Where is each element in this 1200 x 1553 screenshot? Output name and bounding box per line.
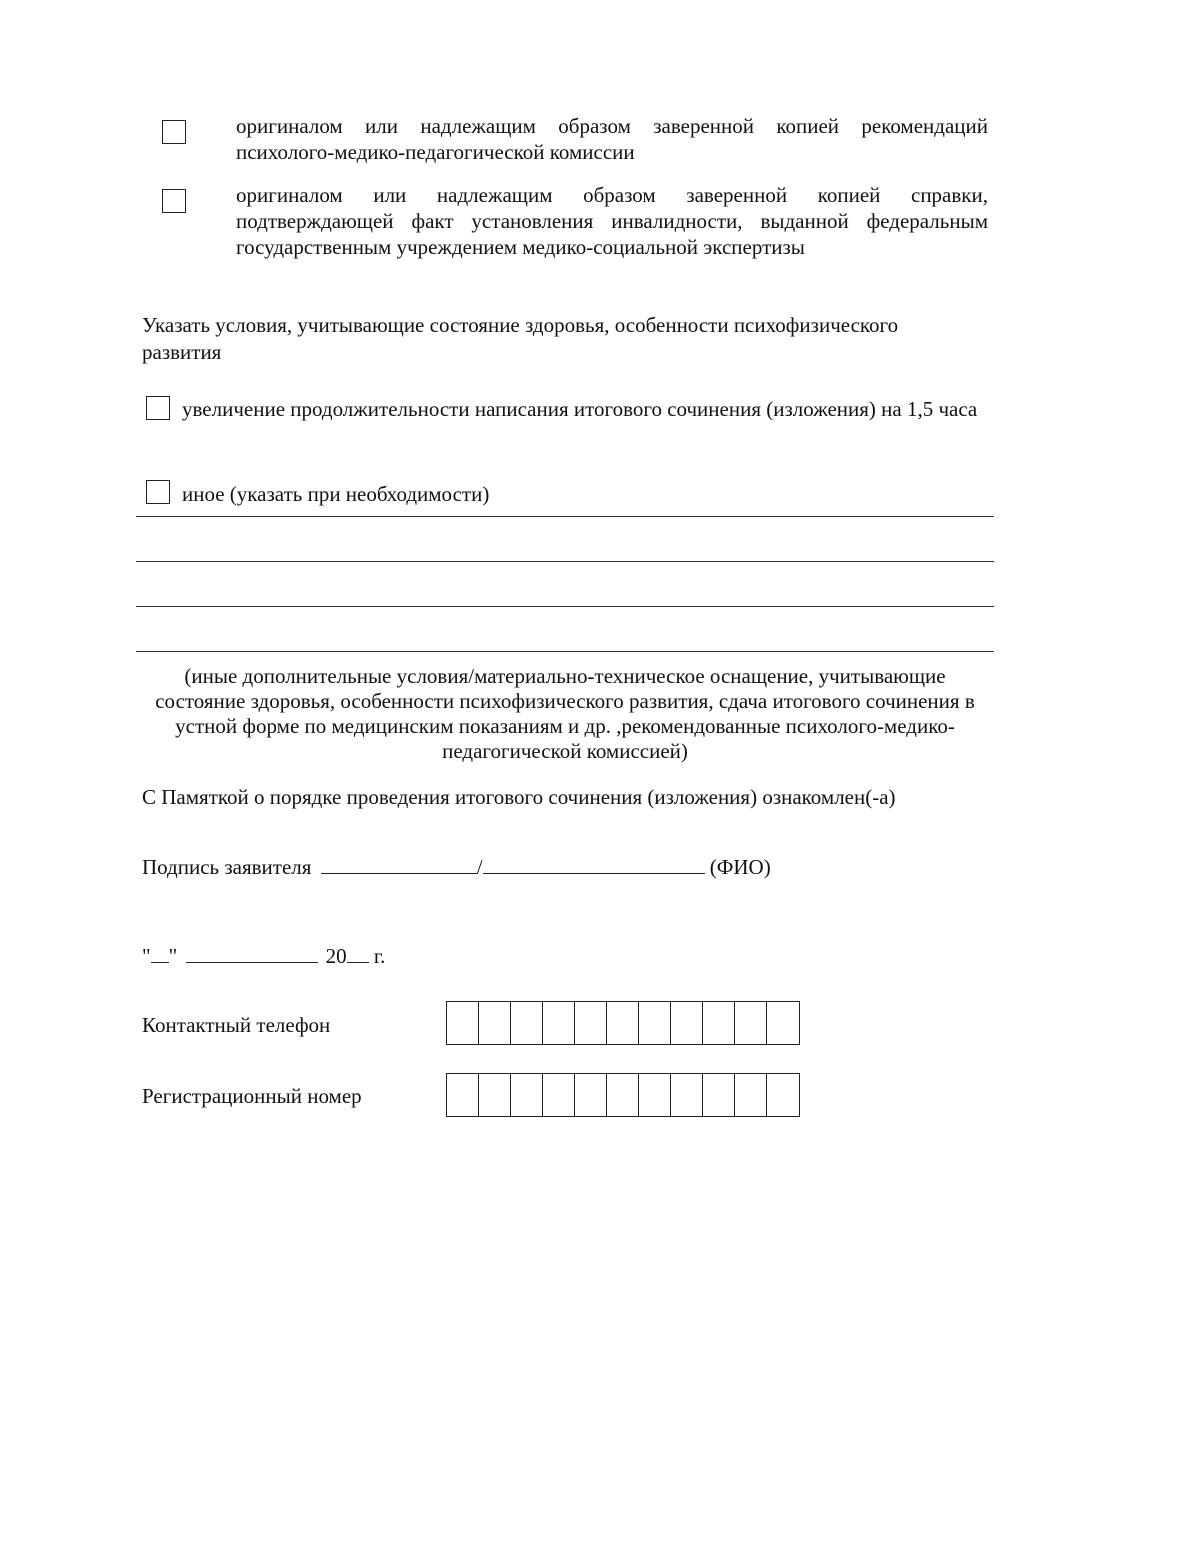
date-row — [142, 942, 385, 970]
year-suffix: г. — [373, 944, 386, 968]
registration-number-cell[interactable] — [511, 1074, 543, 1116]
registration-number-cell[interactable] — [447, 1074, 479, 1116]
contact-phone-cell[interactable] — [447, 1002, 479, 1044]
signature-row — [142, 853, 992, 881]
other-condition-line-3[interactable] — [136, 606, 994, 607]
contact-phone-cell[interactable] — [543, 1002, 575, 1044]
registration-number-cell[interactable] — [479, 1074, 511, 1116]
registration-number-cell[interactable] — [735, 1074, 767, 1116]
conditions-note: (иные дополнительные условия/материально-техническое оснащение, учитывающие состояние здоровья, особенности психофизического развития, сдача итогового сочинения в устной форме по медицинским показаниям и др. ,рекомендованные психолого-медико-педагогической комиссией) — [155, 664, 975, 763]
contact-phone-cell[interactable] — [639, 1002, 671, 1044]
other-condition-line-2[interactable] — [136, 561, 994, 562]
registration-number-cells[interactable] — [446, 1073, 800, 1117]
contact-phone-cell[interactable] — [479, 1002, 511, 1044]
contact-phone-cell[interactable] — [703, 1002, 735, 1044]
fio-label: (ФИО) — [709, 855, 771, 879]
other-condition-line-1[interactable] — [136, 516, 994, 517]
contact-phone-label: Контактный телефон — [142, 1013, 331, 1037]
signature-separator: / — [476, 855, 483, 879]
registration-number-label: Регистрационный номер — [142, 1084, 362, 1108]
extended-time-option-text: увеличение продолжительности написания итогового сочинения (изложения) на 1,5 часа — [182, 397, 978, 421]
other-option-text: иное (указать при необходимости) — [182, 482, 490, 506]
year-prefix: 20 — [325, 944, 347, 968]
other-condition-checkbox[interactable] — [146, 480, 170, 504]
contact-phone-cell[interactable] — [575, 1002, 607, 1044]
registration-number-cell[interactable] — [607, 1074, 639, 1116]
registration-number-cell[interactable] — [575, 1074, 607, 1116]
contact-phone-cell[interactable] — [735, 1002, 767, 1044]
contact-phone-cell[interactable] — [767, 1002, 799, 1044]
registration-number-cell[interactable] — [543, 1074, 575, 1116]
day-field[interactable] — [151, 942, 169, 963]
contact-phone-cell[interactable] — [671, 1002, 703, 1044]
month-field[interactable] — [186, 942, 318, 963]
disability-certificate-checkbox[interactable] — [162, 189, 186, 213]
contact-phone-cell[interactable] — [607, 1002, 639, 1044]
contact-phone-cell[interactable] — [511, 1002, 543, 1044]
signature-field[interactable] — [321, 853, 477, 874]
disability-option-text: оригиналом или надлежащим образом заверенной копией справки, подтверждающей факт установления инвалидности, выданной федеральным государственным учреждением медико-социальной экспертизы — [236, 183, 988, 259]
fio-field[interactable] — [483, 853, 705, 874]
date-close-quote: " — [168, 944, 178, 968]
pmpk-option-text: оригиналом или надлежащим образом заверенной копией рекомендаций психолого-медико-педагогической комиссии — [236, 114, 988, 164]
contact-phone-cells[interactable] — [446, 1001, 800, 1045]
acknowledgement-text: С Памяткой о порядке проведения итогового сочинения (изложения) ознакомлен(-а) — [142, 785, 896, 809]
registration-number-cell[interactable] — [671, 1074, 703, 1116]
conditions-heading: Указать условия, учитывающие состояние здоровья, особенности психофизического развития — [142, 313, 899, 364]
pmpk-checkbox[interactable] — [162, 120, 186, 144]
other-condition-line-4[interactable] — [136, 651, 994, 652]
year-field[interactable] — [347, 942, 369, 963]
signature-label: Подпись заявителя — [142, 855, 312, 879]
registration-number-cell[interactable] — [639, 1074, 671, 1116]
registration-number-cell[interactable] — [767, 1074, 799, 1116]
date-open-quote: " — [142, 944, 151, 968]
registration-number-cell[interactable] — [703, 1074, 735, 1116]
